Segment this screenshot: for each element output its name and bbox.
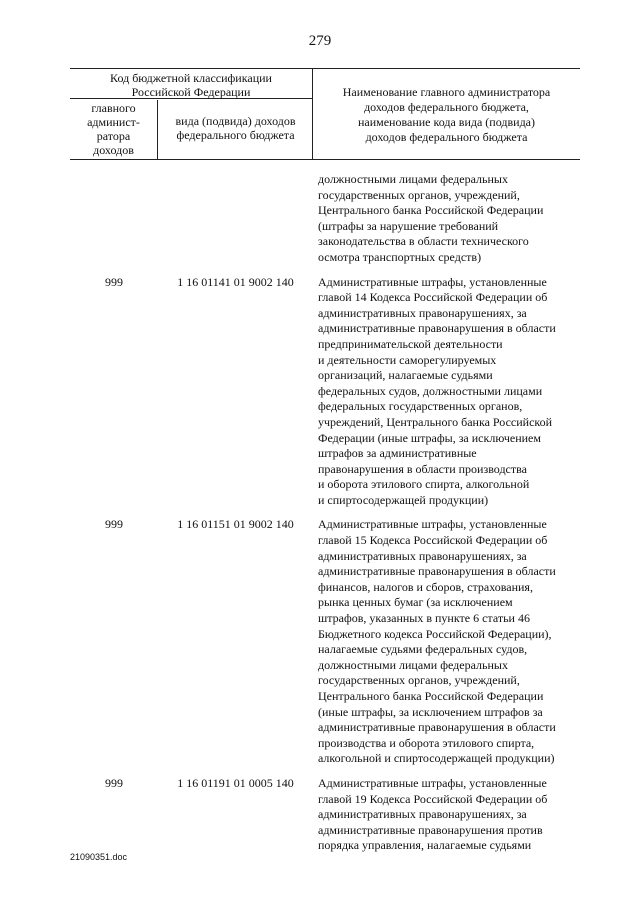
name-line: (иные штрафы, за исключением штрафов за [318, 704, 543, 719]
table-body [70, 172, 580, 863]
revenue-code-cell: 1 16 01151 01 9002 140 [177, 517, 294, 532]
name-line: Административные штрафы, установленные [318, 517, 547, 532]
header-line: доходов [93, 143, 134, 157]
table-row [70, 776, 580, 854]
table-header [70, 68, 580, 160]
name-line: налагаемые судьями федеральных судов, [318, 642, 528, 657]
name-line: предпринимательской деятельности [318, 336, 503, 351]
admin-code-cell: 999 [105, 274, 123, 289]
header-col-name [313, 69, 580, 159]
name-cell [318, 172, 580, 266]
name-cell [318, 776, 580, 854]
header-line: Российской Федерации [131, 85, 251, 99]
budget-classification-code-group [70, 69, 313, 159]
name-line: осмотра транспортных средств) [318, 249, 482, 264]
header-line: админист- [87, 115, 140, 129]
name-line: федеральных судов, должностными лицами [318, 383, 543, 398]
name-line: административные правонарушения в области [318, 564, 556, 579]
name-line: и оборота этилового спирта, алкогольной [318, 477, 530, 492]
revenue-code-cell: 1 16 01191 01 0005 140 [177, 775, 294, 790]
header-line: вида (подвида) доходов [175, 114, 296, 128]
name-line: организаций, налагаемые судьями [318, 368, 493, 383]
name-line: порядка управления, налагаемые судьями [318, 838, 532, 853]
name-line: федеральных государственных органов, [318, 399, 523, 414]
name-line: Федерации (иные штрафы, за исключением [318, 430, 541, 445]
table-row [70, 275, 580, 509]
name-line: государственных органов, учреждений, [318, 673, 520, 688]
table-row [70, 172, 580, 266]
header-line: наименование кода вида (подвида) [357, 115, 536, 129]
name-cell [318, 275, 580, 509]
header-line: доходов федерального бюджета, [364, 100, 529, 114]
header-line: доходов федерального бюджета [365, 130, 528, 144]
table-row [70, 517, 580, 767]
header-line: Код бюджетной классификации [110, 71, 272, 85]
name-line: финансов, налогов и сборов, страхования, [318, 579, 533, 594]
name-line: рынка ценных бумаг (за исключением [318, 595, 513, 610]
revenue-code-cell: 1 16 01141 01 9002 140 [177, 274, 294, 289]
name-line: (штрафы за нарушение требований [318, 218, 499, 233]
name-line: административных правонарушениях, за [318, 548, 527, 563]
header-line: Наименование главного администратора [342, 85, 551, 99]
name-line: должностными лицами федеральных [318, 172, 508, 186]
name-line: главой 19 Кодекса Российской Федерации об [318, 791, 548, 806]
admin-code-cell: 999 [105, 517, 123, 532]
name-line: административных правонарушениях, за [318, 807, 527, 822]
name-line: Бюджетного кодекса Российской Федерации), [318, 626, 552, 641]
admin-code-cell: 999 [105, 775, 123, 790]
name-line: главой 14 Кодекса Российской Федерации об [318, 290, 548, 305]
name-cell [318, 517, 580, 767]
name-line: административные правонарушения в области [318, 321, 556, 336]
header-col-revenue-type [159, 100, 312, 159]
header-line: ратора [96, 129, 131, 143]
name-line: законодательства в области технического [318, 234, 529, 249]
budget-classification-code-title [70, 69, 312, 99]
name-line: учреждений, Центрального банка Российской [318, 414, 553, 429]
document-filename: 21090351.doc [70, 852, 128, 862]
page-number: 279 [308, 33, 332, 49]
name-line: Административные штрафы, установленные [318, 274, 547, 289]
name-line: и спиртосодержащей продукции) [318, 492, 489, 507]
name-line: государственных органов, учреждений, [318, 187, 520, 202]
name-line: алкогольной и спиртосодержащей продукции) [318, 751, 555, 766]
name-line: административных правонарушениях, за [318, 305, 527, 320]
header-line: главного [91, 101, 136, 115]
name-line: административные правонарушения в области [318, 720, 556, 735]
header-line: федерального бюджета [176, 128, 295, 142]
name-line: и деятельности саморегулируемых [318, 352, 497, 367]
name-line: должностными лицами федеральных [318, 657, 508, 672]
name-line: правонарушения в области производства [318, 461, 527, 476]
name-line: штрафов, указанных в пункте 6 статьи 46 [318, 611, 530, 626]
name-line: главой 15 Кодекса Российской Федерации об [318, 533, 548, 548]
name-line: Центрального банка Российской Федерации [318, 689, 544, 703]
name-line: производства и оборота этилового спирта, [318, 735, 535, 750]
name-line: Центрального банка Российской Федерации [318, 203, 544, 218]
name-line: штрафов за административные [318, 446, 477, 461]
name-line: административные правонарушения против [318, 822, 543, 837]
name-line: Административные штрафы, установленные [318, 775, 547, 790]
header-col-main-administrator [70, 100, 158, 159]
